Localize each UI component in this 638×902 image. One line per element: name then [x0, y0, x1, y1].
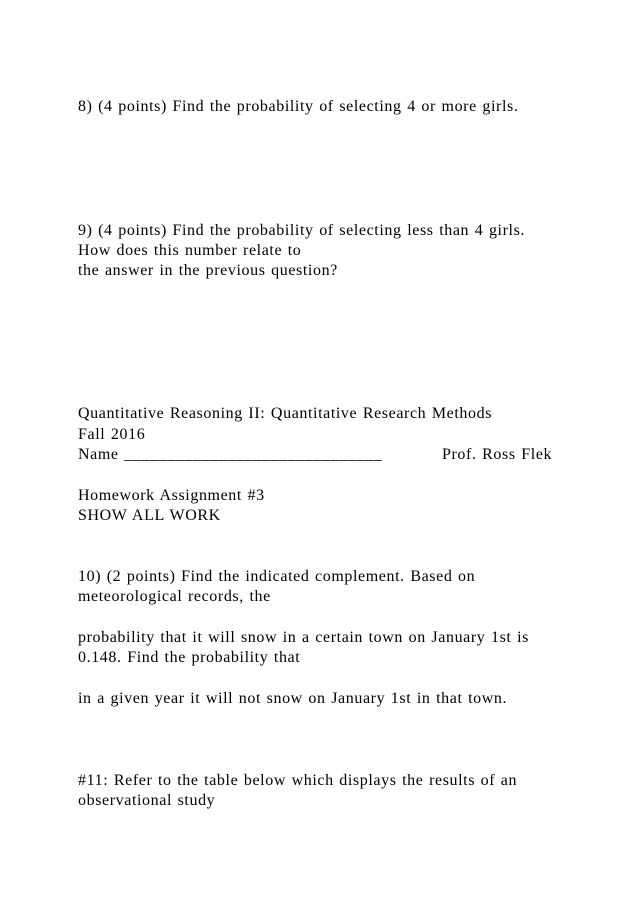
question-11-text: #11: Refer to the table below which displays the results of an	[78, 772, 518, 789]
course-term: Fall 2016	[78, 426, 146, 443]
question-9-text-line-2: How does this number relate to	[78, 242, 302, 259]
student-name-line: Name ______________________________	[78, 446, 383, 463]
assignment-instruction: SHOW ALL WORK	[78, 507, 221, 524]
question-9-text-line-3: the answer in the previous question?	[78, 262, 338, 279]
question-10-text: 10) (2 points) Find the indicated complement. Based on	[78, 568, 476, 585]
professor-name: Prof. Ross Flek	[442, 446, 553, 463]
course-title: Quantitative Reasoning II: Quantitative Research Methods	[78, 405, 493, 422]
question-10-text-line-3: probability that it will snow in a certain town on January 1st is	[78, 629, 529, 646]
question-10-text-line-2: meteorological records, the	[78, 588, 271, 605]
assignment-title: Homework Assignment #3	[78, 487, 265, 504]
question-8-text: 8) (4 points) Find the probability of selecting 4 or more girls.	[78, 98, 519, 115]
question-9-text: 9) (4 points) Find the probability of selecting less than 4 girls.	[78, 222, 525, 239]
question-10-text-line-4: 0.148. Find the probability that	[78, 649, 301, 666]
question-10-text-line-5: in a given year it will not snow on January 1st in that town.	[78, 690, 508, 707]
question-11-text-line-2: observational study	[78, 792, 216, 809]
